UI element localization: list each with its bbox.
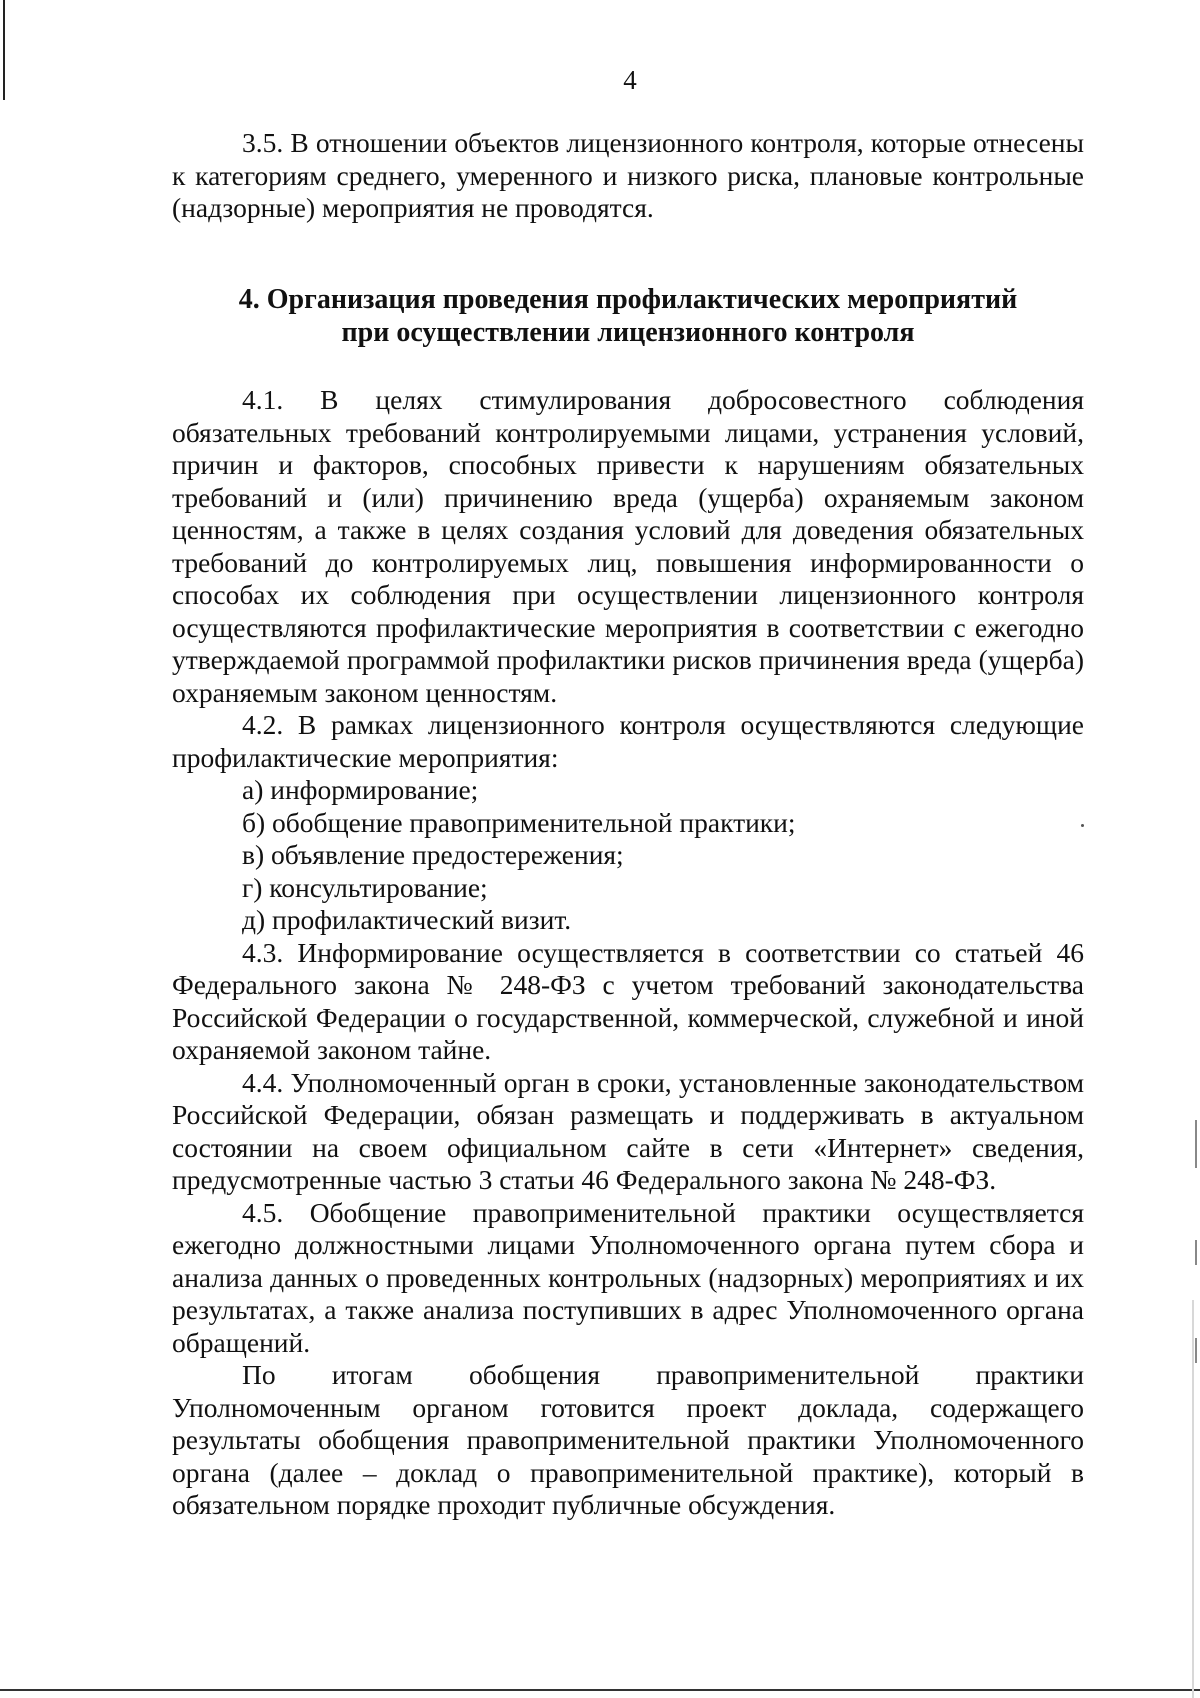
paragraph: 4.3. Информирование осуществляется в соответствии со статьей 46 Федерального закона № 248-ФЗ с учетом требований законодательства Российской Федерации о государственной, коммерческой, служебной и иной охраняемой законом тайне. [172, 936, 1084, 1065]
scan-artifact-mark [1195, 1240, 1197, 1265]
section-body [172, 384, 1084, 1522]
list-item: а) информирование; [242, 774, 479, 805]
scan-edge-bottom [0, 1689, 1200, 1691]
section-heading [172, 283, 1084, 349]
list-item: б) обобщение правоприменительной практики; [242, 806, 796, 838]
paragraph: По итогам обобщения правоприменительной практики Уполномоченным органом готовится проект доклада, содержащего результаты обобщения правоприменительной практики Уполномоченного органа (далее – доклад о правоприменительной практике), который в обязательном порядке проходит публичные обсуждения. [172, 1359, 1084, 1520]
paragraph: 4.1. В целях стимулирования добросовестного соблюдения обязательных требований контролируемыми лицами, устранения условий, причин и факторов, способных привести к нарушениям обязательных требований и (или) причинению вреда (ущерба) охраняемым законом ценностям, а также в целях создания условий для доведения обязательных требований до контролируемых лиц, повышения информированности о способах их соблюдения при осуществлении лицензионного контроля осуществляются профилактические мероприятия в соответствии с ежегодно утверждаемой программой профилактики рисков причинения вреда (ущерба) охраняемым законом ценностям. [172, 384, 1084, 708]
intro-paragraph-block [172, 127, 1084, 225]
paragraph: 3.5. В отношении объектов лицензионного контроля, которые отнесены к категориям среднего, умеренного и низкого риска, плановые контрольные (надзорные) мероприятия не проводятся. [172, 127, 1084, 223]
section-heading-line-2: при осуществлении лицензионного контроля [341, 317, 915, 348]
paragraph: 4.5. Обобщение правоприменительной практики осуществляется ежегодно должностными лицами Уполномоченного органа путем сбора и анализа данных о проведенных контрольных (надзорных) мероприятиях и их результатах, а также анализа поступивших в адрес Уполномоченного органа обращений. [172, 1196, 1084, 1358]
paragraph: 4.4. Уполномоченный орган в сроки, установленные законодательством Российской Федерации, обязан размещать и поддерживать в актуальном состоянии на своем официальном сайте в сети «Интернет» сведения, предусмотренные частью 3 статьи 46 Федерального закона № 248-ФЗ. [172, 1066, 1084, 1195]
paragraph: 4.2. В рамках лицензионного контроля осуществляются следующие профилактические мероприятия: [172, 709, 1084, 773]
list-item: г) консультирование; [242, 871, 488, 903]
section-heading-line-1: 4. Организация проведения профилактических мероприятий [238, 284, 1018, 315]
scan-artifact-mark [1195, 1120, 1197, 1168]
scan-edge-right [1192, 1300, 1194, 1698]
list-item: в) объявление предостережения; [242, 839, 624, 870]
page-number: 4 [623, 65, 637, 95]
list-item: д) профилактический визит. [242, 904, 572, 935]
scan-artifact-mark [1195, 1338, 1197, 1363]
